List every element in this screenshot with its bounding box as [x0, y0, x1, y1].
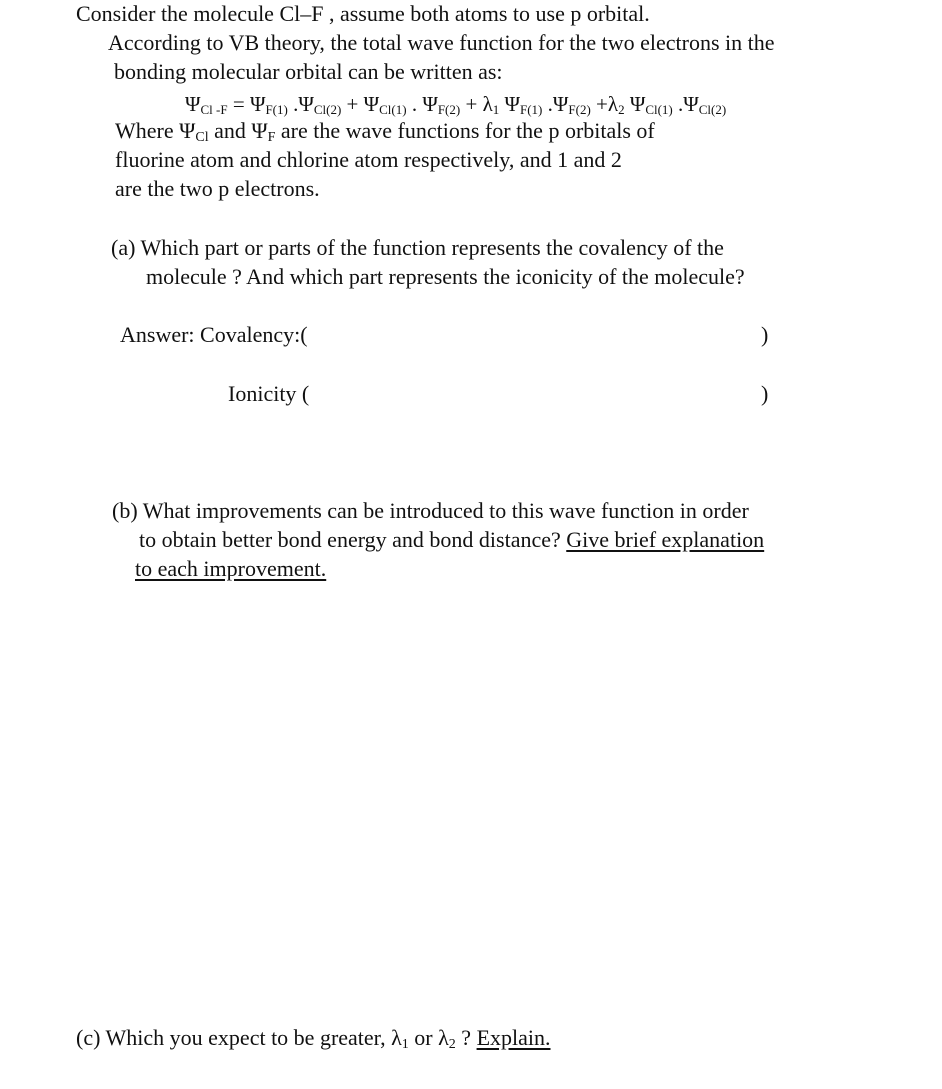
- where-sub-f: F: [267, 130, 276, 145]
- part-b-line-3: to each improvement.: [135, 556, 327, 581]
- wave-function-equation: [185, 92, 726, 117]
- eq-sub: Cl(2): [698, 102, 727, 117]
- where-line-1: [115, 118, 655, 143]
- lambda-symbol: λ: [607, 92, 619, 116]
- eq-sub-lhs: Cl -F: [200, 102, 228, 117]
- lambda-symbol: λ: [438, 1025, 449, 1050]
- lambda-symbol: λ: [391, 1025, 402, 1050]
- part-b-underlined-instruction: Give brief explanation: [566, 527, 765, 552]
- eq-sub: Cl(1): [645, 102, 673, 117]
- part-c-text: (c) Which you expect to be greater,: [76, 1025, 392, 1050]
- eq-sub: Cl(2): [313, 102, 342, 117]
- psi-symbol: Ψ: [683, 92, 699, 116]
- part-c-or: or: [408, 1025, 439, 1050]
- where-line-3: are the two p electrons.: [115, 176, 320, 201]
- part-b-line-1: (b) What improvements can be introduced to this wave function in order: [112, 498, 749, 523]
- answer-ionicity-label: Ionicity (: [228, 381, 310, 406]
- eq-sub: F(2): [568, 102, 591, 117]
- eq-sub: 2: [618, 102, 625, 117]
- intro-line-1: Consider the molecule Cl–F , assume both atoms to use p orbital.: [76, 1, 650, 26]
- eq-sub: 1: [492, 102, 500, 117]
- lambda-sub-2: 2: [448, 1037, 456, 1052]
- part-a-line-2: molecule ? And which part represents the iconicity of the molecule?: [146, 264, 745, 289]
- eq-sub: F(1): [265, 102, 288, 117]
- eq-dot: .: [406, 92, 423, 116]
- eq-dot: .: [287, 92, 299, 116]
- eq-equals: =: [227, 92, 250, 116]
- answer-covalency-label: Answer: Covalency:(: [120, 322, 308, 347]
- where-line-2: fluorine atom and chlorine atom respectively, and 1 and 2: [115, 147, 622, 172]
- psi-symbol: Ψ: [179, 118, 196, 143]
- eq-plus: +: [460, 92, 483, 116]
- where-sub-cl: Cl: [195, 130, 209, 145]
- psi-symbol: Ψ: [185, 92, 201, 116]
- eq-sub: F(2): [437, 102, 461, 117]
- eq-sub: F(1): [520, 102, 543, 117]
- covalency-close-paren: ): [761, 322, 769, 347]
- where-rest: are the wave functions for the p orbitals of: [275, 118, 655, 143]
- lambda-sub-1: 1: [401, 1037, 409, 1052]
- part-b-line-2: [139, 527, 764, 552]
- where-and: and: [208, 118, 252, 143]
- part-c-question: ?: [455, 1025, 477, 1050]
- eq-plus: +: [341, 92, 364, 116]
- intro-line-2: According to VB theory, the total wave function for the two electrons in the: [108, 30, 775, 55]
- eq-dot: .: [542, 92, 553, 116]
- part-c-line: [76, 1025, 551, 1050]
- part-c-explain: Explain.: [476, 1025, 551, 1050]
- where-text: Where: [115, 118, 180, 143]
- eq-sub: Cl(1): [379, 102, 407, 117]
- psi-symbol: Ψ: [422, 92, 438, 116]
- part-b-text: to obtain better bond energy and bond distance?: [139, 527, 567, 552]
- psi-symbol: Ψ: [251, 118, 268, 143]
- psi-symbol: Ψ: [298, 92, 314, 116]
- part-a-line-1: (a) Which part or parts of the function represents the covalency of the: [111, 235, 724, 260]
- lambda-symbol: λ: [482, 92, 493, 116]
- psi-symbol: Ψ: [249, 92, 266, 116]
- psi-symbol: Ψ: [504, 92, 520, 116]
- psi-symbol: Ψ: [629, 92, 646, 116]
- psi-symbol: Ψ: [552, 92, 569, 116]
- ionicity-close-paren: ): [761, 381, 769, 406]
- intro-line-3: bonding molecular orbital can be written as:: [114, 59, 503, 84]
- psi-symbol: Ψ: [363, 92, 380, 116]
- eq-dot: .: [672, 92, 684, 116]
- eq-plus: +: [590, 92, 608, 116]
